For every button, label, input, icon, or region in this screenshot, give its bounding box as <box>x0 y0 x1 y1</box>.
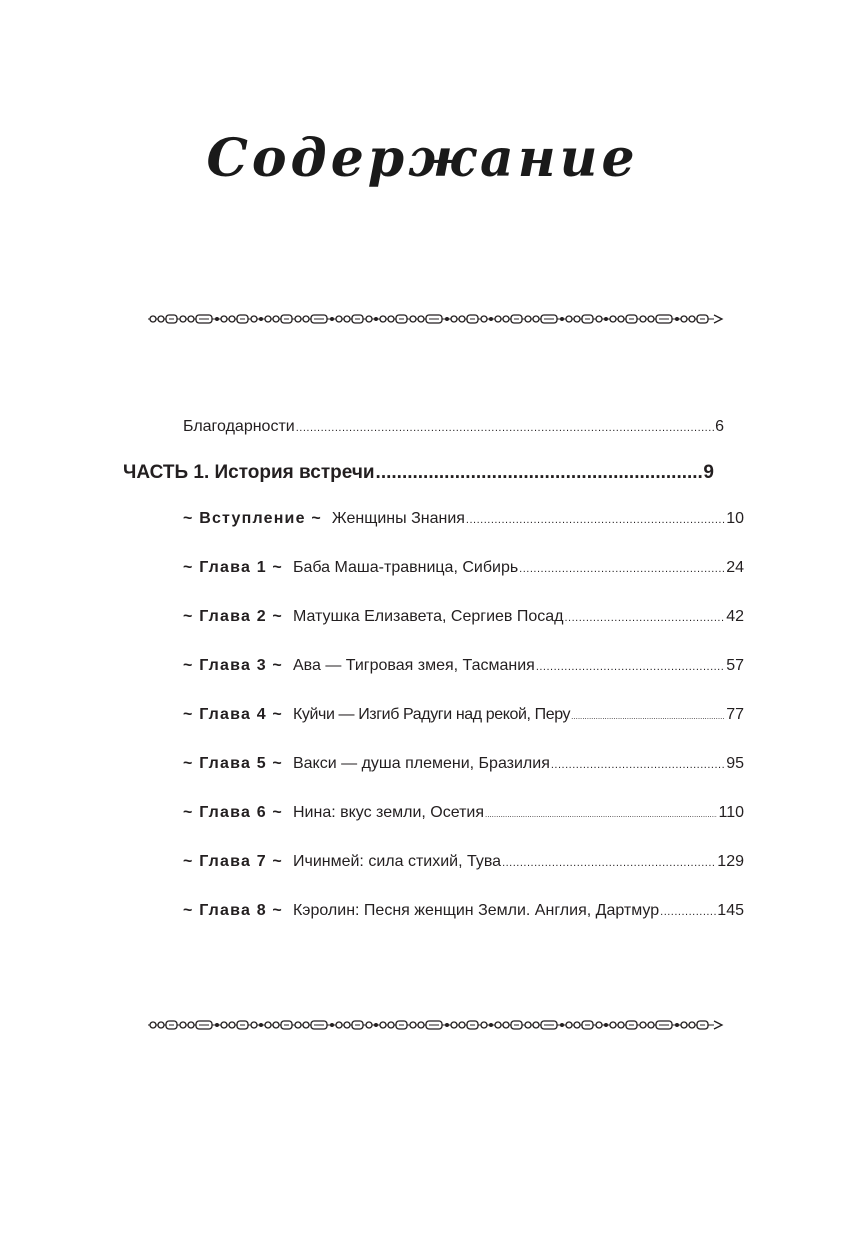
toc-entry-acknowledgements[interactable] <box>183 418 724 436</box>
dot-leader <box>519 563 725 575</box>
dot-leader <box>466 514 725 526</box>
ornament-divider-bottom <box>148 1018 724 1032</box>
chapter-title: Кэролин: Песня женщин Земли. Англия, Дартмур <box>292 902 660 919</box>
page-number: 42 <box>726 608 744 625</box>
ornament-divider-top <box>148 312 724 326</box>
dot-leader <box>660 906 716 918</box>
page-number: 145 <box>717 902 744 919</box>
chapter-title: Куйчи — Изгиб Радуги над рекой, Перу <box>292 706 571 723</box>
dot-leader <box>536 661 725 673</box>
chapter-title: Нина: вкус земли, Осетия <box>292 804 485 821</box>
chapter-title: Женщины Знания <box>331 510 465 527</box>
part-title: ЧАСТЬ 1. История встречи <box>123 462 375 483</box>
dot-leader <box>551 759 725 771</box>
page-number: 10 <box>726 510 744 527</box>
page-number: 129 <box>717 853 744 870</box>
chapter-label: ~ Глава 6 ~ <box>183 804 283 821</box>
dot-leader <box>571 712 725 721</box>
chapter-label: ~ Глава 2 ~ <box>183 608 283 625</box>
toc-entry-title: Благодарности <box>183 418 295 435</box>
toc-entry-chapter-6[interactable] <box>183 804 744 822</box>
dot-leader <box>376 462 703 484</box>
dot-leader <box>296 422 714 434</box>
toc-entry-chapter-4[interactable] <box>183 706 744 724</box>
chapter-label: ~ Глава 8 ~ <box>183 902 283 919</box>
page-number: 110 <box>718 804 744 821</box>
chapter-title: Ава — Тигровая змея, Тасмания <box>292 657 535 674</box>
dot-leader <box>485 810 717 819</box>
toc-entry-chapter-7[interactable] <box>183 853 744 871</box>
dot-leader <box>564 612 725 624</box>
toc-entry-chapter-1[interactable] <box>183 559 744 577</box>
chapter-label: ~ Глава 3 ~ <box>183 657 283 674</box>
toc-entry-chapter-2[interactable] <box>183 608 744 626</box>
toc-entry-chapter-5[interactable] <box>183 755 744 773</box>
page-number: 6 <box>715 418 724 435</box>
dot-leader <box>502 857 716 869</box>
chapter-title: Матушка Елизавета, Сергиев Посад <box>292 608 564 625</box>
chapter-label: ~ Глава 1 ~ <box>183 559 283 576</box>
toc-entry-chapter-3[interactable] <box>183 657 744 675</box>
chapter-label: ~ Вступление ~ <box>183 510 322 527</box>
toc-entry-chapter-8[interactable] <box>183 902 744 920</box>
chapter-title: Вакси — душа племени, Бразилия <box>292 755 550 772</box>
page-number: 95 <box>726 755 744 772</box>
chapter-title: Ичинмей: сила стихий, Тува <box>292 853 502 870</box>
page-number: 9 <box>703 462 714 483</box>
chapter-title: Баба Маша-травница, Сибирь <box>292 559 519 576</box>
toc-part-1[interactable] <box>123 462 714 484</box>
toc-entry-intro[interactable] <box>183 510 744 528</box>
chapter-label: ~ Глава 4 ~ <box>183 706 283 723</box>
page-number: 77 <box>726 706 744 723</box>
page-number: 24 <box>726 559 744 576</box>
page-number: 57 <box>726 657 744 674</box>
chapter-label: ~ Глава 5 ~ <box>183 755 283 772</box>
chapter-label: ~ Глава 7 ~ <box>183 853 283 870</box>
page-title: Содержание <box>206 128 639 189</box>
